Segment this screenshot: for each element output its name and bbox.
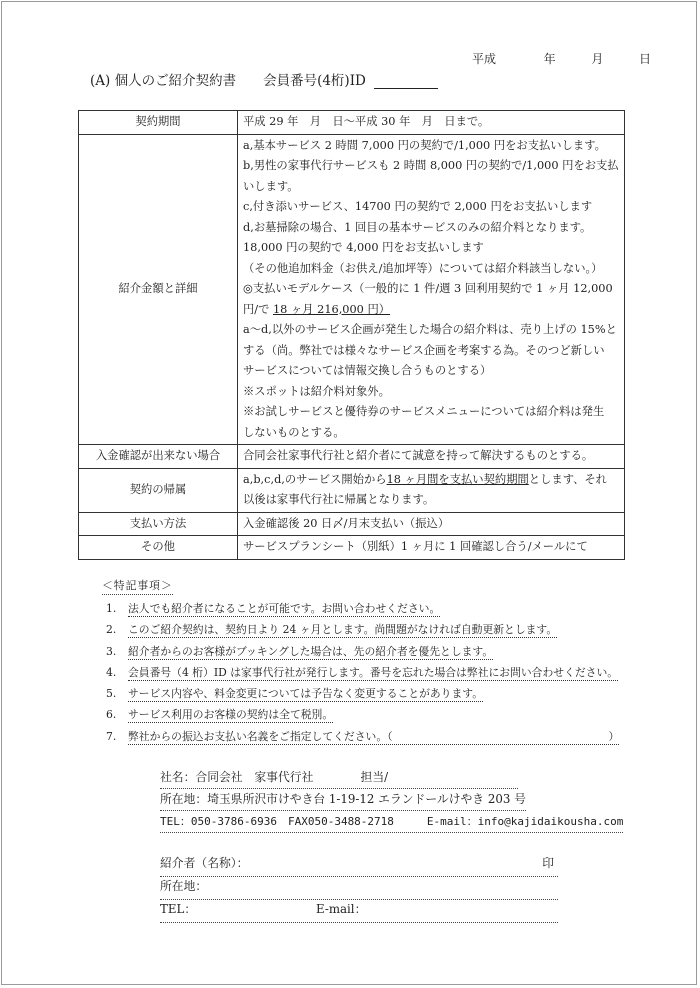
period-value: 平成 29 年 月 日〜平成 30 年 月 日まで。 [238, 111, 625, 135]
table-row [79, 134, 625, 445]
note-text: サービス内容や、料金変更については予告なく変更することがあります。 [128, 687, 483, 701]
belong-label: 契約の帰属 [79, 468, 238, 512]
belong-suffix: とします、それ [528, 472, 607, 486]
payment-label: 支払い方法 [79, 512, 238, 536]
fee-model-total: 18 ヶ月 216,000 円） [273, 302, 391, 316]
note-number: 4. [106, 665, 117, 679]
list-item [106, 600, 619, 621]
fee-line: ※スポットは紹介料対象外。 [243, 384, 390, 398]
fee-label: 紹介金額と詳細 [79, 134, 238, 445]
title-text: (A) 個人のご紹介契約書 会員番号(4桁)ID [90, 73, 366, 89]
belong-prefix: a,b,c,d,のサービス開始から [243, 472, 387, 486]
table-row [79, 445, 625, 469]
introducer-tel-label: TEL： [160, 902, 197, 916]
fee-model-prefix: 円/で [243, 302, 273, 316]
fee-line: する（尚。弊社では様々なサービス企画を考案する為。そのつど新しい [243, 343, 605, 357]
other-label: その他 [79, 536, 238, 560]
introducer-email-label: E-mail： [316, 902, 367, 916]
note-number: 3. [106, 644, 117, 658]
belong-period: 18 ヶ月間を支払い契約期間 [386, 472, 529, 486]
note-text: 法人でも紹介者になることが可能です。お問い合わせください。 [128, 602, 441, 615]
note-text: 紹介者からのお客様がブッキングした場合は、先の紹介者を優先とします。 [128, 644, 494, 658]
introducer-address-label: 所在地： [160, 879, 208, 893]
company-info [160, 768, 623, 834]
fee-line: ※お試しサービスと優待券のサービスメニューについては紹介料は発生 [243, 405, 605, 418]
date-line [472, 50, 651, 67]
fee-line: いします。 [243, 179, 299, 193]
fee-details [238, 134, 625, 445]
fee-line: a〜d,以外のサービス企画が発生した場合の紹介料は、売り上げの 15%と [243, 323, 617, 336]
introducer-form [160, 854, 558, 923]
fee-model-line [243, 300, 619, 321]
note-number: 7. [106, 729, 117, 743]
table-row [79, 512, 625, 536]
note-number: 1. [106, 602, 117, 615]
introducer-address-field[interactable] [160, 877, 558, 900]
payment-value: 入金確認後 20 日〆/月末支払い（振込） [238, 512, 625, 536]
period-label: 契約期間 [79, 111, 238, 135]
fee-line: 18,000 円の契約で 4,000 円をお支払いします [243, 241, 484, 254]
list-item [106, 621, 619, 642]
list-item [106, 706, 619, 727]
fee-line: a,基本サービス 2 時間 7,000 円の契約で/1,000 円をお支払いします。 [243, 138, 606, 152]
company-name: 社名：合同会社 家事代行社 担当/ [160, 768, 518, 789]
list-item [106, 664, 619, 685]
note-number: 2. [106, 623, 117, 637]
contract-table [78, 110, 625, 560]
fee-line: ◎支払いモデルケース（一般的に 1 件/週 3 回利用契約で 1 ヶ月 12,000 [243, 282, 613, 295]
table-row [79, 536, 625, 560]
note-text: 会員番号（4 桁）ID は家事代行社が発行します。番号を忘れた場合は弊社にお問い合わせください。 [128, 665, 619, 679]
belong-value [238, 468, 625, 512]
date-year: 年 [543, 52, 556, 66]
date-era: 平成 [472, 52, 497, 66]
other-value: サービスプランシート（別紙）1 ヶ月に 1 回確認し合う/メールにて [238, 536, 625, 560]
fee-line: （その他追加料金（お供え/追加坪等）については紹介料該当しない。） [243, 261, 603, 275]
table-row [79, 468, 625, 512]
date-month: 月 [591, 52, 604, 66]
introducer-name-field[interactable] [160, 854, 558, 877]
company-contact: TEL：050-3786-6936 FAX050-3488-2718 E-mail：info@kajidaikousha.com [160, 812, 623, 833]
introducer-contact-field[interactable] [160, 900, 558, 923]
unconfirmed-label: 入金確認が出来ない場合 [79, 445, 238, 469]
fee-line: d,お墓掃除の場合、1 回目の基本サービスのみの紹介料となります。 [243, 220, 592, 234]
seal-mark: 印 [542, 856, 554, 870]
list-item [106, 685, 619, 706]
introducer-name-label: 紹介者（名称）： [160, 856, 249, 870]
company-address: 所在地：埼玉県所沢市けやき台 1-19-12 エランドールけやき 203 号 [160, 790, 526, 811]
note-number: 5. [106, 687, 117, 701]
notes-header: ＜特記事項＞ [102, 578, 173, 595]
note-text: サービス利用のお客様の契約は全て税別。 [128, 708, 334, 722]
member-id-blank[interactable] [374, 74, 438, 89]
special-notes [102, 578, 620, 749]
list-item [106, 643, 619, 664]
date-day: 日 [639, 52, 652, 66]
contract-page [1, 1, 697, 985]
list-item [106, 728, 619, 749]
fee-line: b,男性の家事代行サービスも 2 時間 8,000 円の契約で/1,000 円をお支払 [243, 159, 619, 172]
notes-list [106, 600, 619, 749]
note-text: 弊社からの振込お支払い名義をご指定してください。（ ） [128, 729, 620, 743]
fee-line: c,付き添いサービス、14700 円の契約で 2,000 円をお支払いします [243, 200, 593, 213]
unconfirmed-value: 合同会社家事代行社と紹介者にて誠意を持って解決するものとする。 [238, 445, 625, 469]
belong-line [243, 470, 619, 491]
document-title [90, 69, 438, 89]
note-text: このご紹介契約は、契約日より 24 ヶ月とします。尚間題がなければ自動更新とします。 [128, 623, 558, 637]
belong-line-2: 以後は家事代行社に帰属となります。 [243, 493, 435, 506]
note-number: 6. [106, 708, 117, 722]
fee-line: しないものとする。 [243, 425, 345, 439]
table-row [79, 111, 625, 135]
fee-line: サービスについては情報交換し合うものとする） [243, 364, 492, 377]
